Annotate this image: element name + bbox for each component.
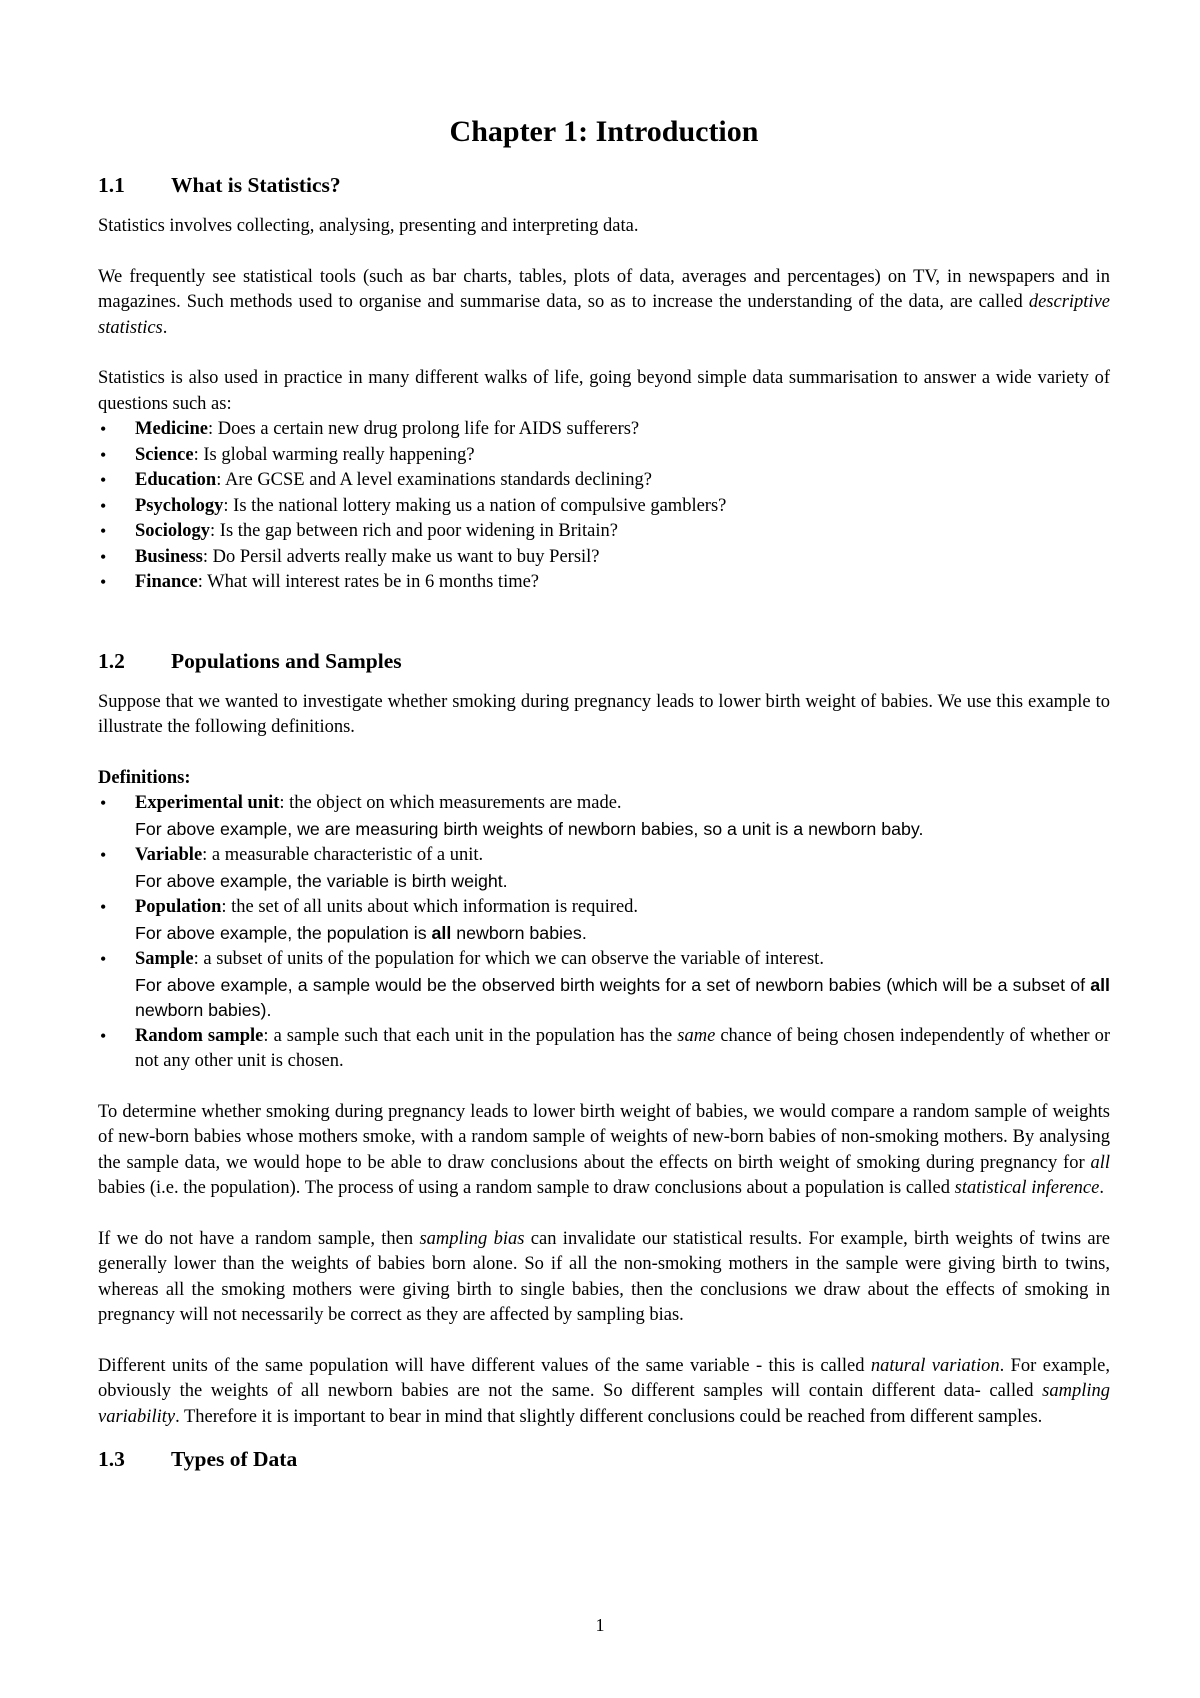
section-title: What is Statistics?	[171, 173, 341, 197]
definition-variable	[98, 843, 1110, 895]
question-list	[98, 417, 1110, 596]
paragraph-text: can invalidate our statistical results. For example, birth weights of twins are generally lower than the weights of babies born alone. So if all the non-smoking mothers in the sample were giving birth to twins, whereas all the smoking mothers were giving birth to single babies, then the conclusions we draw about the effects of smoking in pregnancy will not necessarily be correct as they are affected by sampling bias.	[98, 1228, 1110, 1325]
definition-term: Sample	[135, 949, 194, 969]
definition-text-end: chance of being chosen independently of whether or not any other unit is chosen.	[135, 1025, 1111, 1071]
emphasis-text: descriptive statistics	[98, 292, 1110, 338]
bullet-icon: •	[100, 572, 107, 592]
section-title: Types of Data	[171, 1447, 298, 1471]
definition-example	[135, 923, 587, 943]
sampling-bias-paragraph	[98, 1227, 1110, 1329]
paragraph-text: To determine whether smoking during pregnancy leads to lower birth weight of babies, we would compare a random sample of weights of new-born babies whose mothers smoke, with a random sample of weights of new-born babies of non-smoking mothers. By analysing the sample data, we would hope to be able to draw conclusions about the effects on birth weight of smoking during pregnancy for	[98, 1101, 1110, 1173]
paragraph-text-end: . Therefore it is important to bear in mind that slightly different conclusions could be reached from different samples.	[175, 1406, 1043, 1427]
example-text-end: newborn babies).	[135, 1000, 272, 1020]
list-item-text: : Are GCSE and A level examinations standards declining?	[216, 470, 652, 490]
definition-term: Random sample	[135, 1025, 264, 1046]
bullet-icon: •	[100, 793, 107, 813]
emphasis-text: same	[677, 1025, 716, 1046]
bullet-icon: •	[100, 546, 107, 567]
paragraph-text-end: .	[1099, 1178, 1104, 1198]
definition-experimental-unit	[98, 791, 1110, 843]
bullet-icon: •	[100, 521, 107, 541]
definition-sample	[98, 947, 1110, 1024]
emphasis-text: natural variation	[870, 1355, 1000, 1376]
emphasis-text: all	[1090, 1152, 1110, 1173]
example-text-end: newborn babies.	[451, 922, 587, 943]
smoking-example-intro: Suppose that we wanted to investigate whether smoking during pregnancy leads to lower birth weight of babies. We use this example to illustrate the following definitions.	[98, 691, 1110, 737]
paragraph-text: Different units of the same population will have different values of the same variable - this is called	[98, 1355, 871, 1376]
descriptive-statistics-paragraph	[98, 265, 1110, 342]
walks-of-life-paragraph: Statistics is also used in practice in many different walks of life, going beyond simple data summarisation to answer a wide variety of questions such as:	[98, 368, 1110, 414]
bullet-icon: •	[100, 1025, 107, 1046]
statistical-inference-paragraph	[98, 1100, 1110, 1202]
definition-text: : a subset of units of the population for which we can observe the variable of interest.	[193, 949, 824, 969]
list-item-science	[98, 443, 1110, 469]
page-content	[98, 112, 1110, 1474]
paragraph-text: . For example, obviously the weights of all newborn babies are not the same. So different samples will contain different data- called	[98, 1355, 1110, 1401]
section-heading-1-1	[98, 170, 1110, 200]
section-number: 1.2	[98, 648, 125, 673]
definition-population	[98, 895, 1110, 947]
chapter-title: Chapter 1: Introduction	[449, 115, 759, 148]
bullet-icon: •	[100, 495, 107, 516]
section-heading-1-2	[98, 646, 1110, 676]
list-item-text: : What will interest rates be in 6 months time?	[197, 572, 540, 592]
paragraph-text-end: .	[162, 317, 168, 338]
natural-variation-paragraph	[98, 1354, 1110, 1431]
section-heading-1-3	[98, 1444, 1110, 1474]
definition-example: For above example, the variable is birth weight.	[135, 870, 508, 891]
definition-example: For above example, we are measuring birth weights of newborn babies, so a unit is a newborn baby.	[135, 818, 924, 839]
list-item-text: : Does a certain new drug prolong life for AIDS sufferers?	[207, 419, 640, 439]
emphasis-text: sampling variability	[98, 1381, 1110, 1427]
list-item-text: : Is global warming really happening?	[193, 444, 475, 465]
list-item-term: Psychology	[135, 495, 224, 516]
list-item-text: : Is the national lottery making us a nation of compulsive gamblers?	[223, 495, 727, 516]
definition-text: : a sample such that each unit in the population has the	[263, 1025, 678, 1046]
bullet-icon: •	[100, 470, 107, 490]
paragraph-text: If we do not have a random sample, then	[98, 1228, 420, 1249]
definition-term: Variable	[135, 845, 203, 865]
definition-text: : a measurable characteristic of a unit.	[202, 845, 484, 865]
definition-text: : the object on which measurements are made.	[279, 793, 622, 813]
list-item-business	[98, 545, 1110, 571]
definition-term: Population	[135, 897, 222, 917]
bullet-icon: •	[100, 897, 107, 917]
definition-example	[135, 973, 1110, 1024]
list-item-psychology	[98, 494, 1110, 520]
example-bold: all	[1090, 974, 1110, 995]
definition-random-sample	[98, 1024, 1110, 1075]
list-item-term: Education	[135, 470, 217, 490]
definitions-list	[98, 791, 1110, 1075]
list-item-term: Science	[135, 444, 194, 465]
emphasis-text: sampling bias	[419, 1228, 525, 1249]
statistics-definition-paragraph: Statistics involves collecting, analysing, presenting and interpreting data.	[98, 216, 639, 236]
list-item-text: : Do Persil adverts really make us want to buy Persil?	[202, 546, 600, 567]
section-number: 1.3	[98, 1447, 125, 1471]
example-bold: all	[431, 922, 452, 943]
list-item-medicine	[98, 417, 1110, 443]
definition-text: : the set of all units about which information is required.	[221, 897, 639, 917]
list-item-term: Sociology	[135, 521, 211, 541]
bullet-icon: •	[100, 444, 107, 465]
section-number: 1.1	[98, 173, 125, 197]
list-item-term: Finance	[135, 572, 198, 592]
bullet-icon: •	[100, 949, 107, 969]
section-title: Populations and Samples	[171, 648, 402, 673]
bullet-icon: •	[100, 419, 107, 439]
paragraph-text: babies (i.e. the population). The process of using a random sample to draw conclusions about a population is called	[98, 1178, 955, 1198]
paragraph-text: We frequently see statistical tools (such as bar charts, tables, plots of data, averages and percentages) on TV, in newspapers and in magazines. Such methods used to organise and summarise data, so as to increase the understanding of the data, are called	[98, 266, 1110, 312]
list-item-education	[98, 468, 1110, 494]
example-text: For above example, the population is	[135, 922, 432, 943]
definition-term: Experimental unit	[135, 793, 280, 813]
list-item-text: : Is the gap between rich and poor widening in Britain?	[210, 521, 618, 541]
emphasis-text: statistical inference	[954, 1178, 1100, 1198]
definitions-label: Definitions:	[98, 767, 191, 788]
list-item-term: Business	[135, 546, 203, 567]
page-number: 1	[595, 1615, 605, 1635]
list-item-sociology	[98, 519, 1110, 545]
list-item-term: Medicine	[135, 419, 208, 439]
bullet-icon: •	[100, 845, 107, 865]
example-text: For above example, a sample would be the observed birth weights for a set of newborn babies (which will be a subset of	[135, 974, 1091, 995]
list-item-finance	[98, 570, 1110, 596]
